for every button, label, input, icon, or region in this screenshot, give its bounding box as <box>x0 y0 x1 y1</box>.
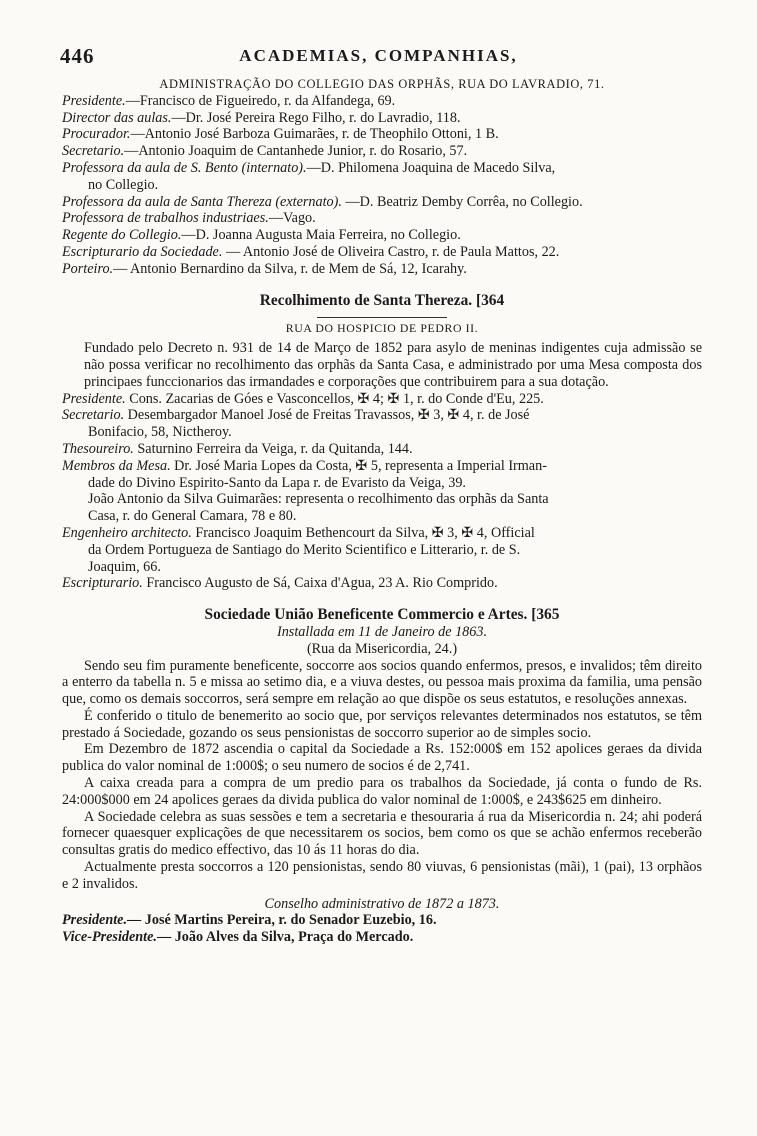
entry-text: —Vago. <box>268 210 316 227</box>
sociedade-address: (Rua da Misericordia, 24.) <box>306 640 458 657</box>
entry-text: Francisco Joaquim Bethencourt da Silva, ✠ 3, ✠ 4, Official <box>191 524 535 541</box>
sociedade-paragraph: Sendo seu fim puramente beneficente, soccorre aos socios quando enfermos, presos, e invalidos; têm direito a enterro da tabella n. 5 e missa ao setimo dia, e a viuva destes, ou pessoa mais proxima da familia, uma pensão que, como os demais soccorros, será sempre em relação ao que dispõe os seus estatutos, e resoluções annexas. <box>62 657 702 708</box>
entry-role: Professora da aula de Santa Thereza (externato). <box>62 193 342 210</box>
sociedade-paragraph: É conferido o titulo de benemerito ao socio que, por serviços relevantes determinados nos estatutos, se têm prestado á Sociedade, gozando os seus pensionistas de soccorro superior ao de simples socio. <box>62 707 702 741</box>
entry-text: —Antonio Joaquim de Cantanhede Junior, r. do Rosario, 57. <box>124 143 468 160</box>
entry-line <box>62 458 702 475</box>
sociedade-installed: Installada em 11 de Janeiro de 1863. <box>276 623 487 640</box>
entry-role: Escripturario da Sociedade. <box>62 243 223 260</box>
page-content <box>62 76 702 946</box>
college-entries <box>62 93 702 278</box>
entry-line <box>62 391 702 408</box>
entry-text: Dr. José Maria Lopes da Costa, ✠ 5, representa a Imperial Irman- <box>170 457 547 474</box>
college-title: ADMINISTRAÇÃO DO COLLEGIO DAS ORPHÃS, RUA DO LAVRADIO, 71. <box>159 77 605 91</box>
entry-role: Professora de trabalhos industriaes. <box>62 210 269 227</box>
entry-line <box>62 542 702 559</box>
entry-role: Secretario. <box>62 407 125 424</box>
running-title: ACADEMIAS, COMPANHIAS, <box>239 46 518 65</box>
sociedade-paragraph: A caixa creada para a compra de um predio para os trabalhos da Sociedade, já conta o fundo de Rs. 24:000$000 em 24 apolices geraes da divida publica do valor nominal de 1:000$, e 243$625 em dinheiro. <box>62 775 702 808</box>
sociedade-paragraph: Actualmente presta soccorros a 120 pensionistas, sendo 80 viuvas, 6 pensionistas (mãi), 1 (pai), 13 orphãos e 2 invalidos. <box>62 859 702 892</box>
entry-line <box>62 475 702 492</box>
entry-text: João Antonio da Silva Guimarães: representa o recolhimento das orphãs da Santa <box>88 491 549 508</box>
entry-line <box>62 575 702 592</box>
entry-line <box>62 912 702 929</box>
entry-text: no Collegio. <box>88 176 159 193</box>
entry-text: — João Alves da Silva, Praça do Mercado. <box>156 929 414 946</box>
entry-role: Director das aulas. <box>62 109 172 126</box>
entry-role: Regente do Collegio. <box>62 227 182 244</box>
entry-line <box>62 525 702 542</box>
council-entries <box>62 912 702 946</box>
entry-text: — José Martins Pereira, r. do Senador Euzebio, 16. <box>127 912 437 929</box>
entry-text: da Ordem Portugueza de Santiago do Merito Scientifico e Litterario, r. de S. <box>88 541 521 558</box>
entry-line <box>62 508 702 525</box>
entry-line <box>62 441 702 458</box>
entry-line <box>62 559 702 576</box>
entry-line <box>62 160 702 177</box>
entry-line <box>62 407 702 424</box>
entry-line <box>62 177 702 194</box>
entry-line <box>62 491 702 508</box>
entry-text: —Antonio José Barboza Guimarães, r. de Theophilo Ottoni, 1 B. <box>130 126 499 143</box>
recolhimento-entries <box>62 391 702 593</box>
page-header <box>60 44 697 70</box>
entry-role: Presidente. <box>62 390 126 407</box>
entry-text: Bonifacio, 58, Nictheroy. <box>88 424 232 441</box>
entry-line <box>62 929 702 946</box>
entry-line <box>62 143 702 160</box>
sociedade-title: Sociedade União Beneficente Commercio e Artes. [365 <box>204 606 560 624</box>
entry-text: Francisco Augusto de Sá, Caixa d'Agua, 23 A. Rio Comprido. <box>142 575 498 592</box>
sociedade-paragraphs <box>62 658 702 893</box>
recolhimento-subtitle: RUA DO HOSPICIO DE PEDRO II. <box>285 321 479 336</box>
entry-role: Escripturario. <box>62 575 143 592</box>
entry-role: Thesoureiro. <box>62 440 134 457</box>
entry-line <box>62 194 702 211</box>
entry-role: Procurador. <box>62 126 131 143</box>
entry-line <box>62 261 702 278</box>
entry-text: —D. Philomena Joaquina de Macedo Silva, <box>306 159 556 176</box>
entry-line <box>62 126 702 143</box>
entry-role: Porteiro. <box>62 260 114 277</box>
entry-text: Desembargador Manoel José de Freitas Travassos, ✠ 3, ✠ 4, r. de José <box>124 407 530 424</box>
entry-line <box>62 244 702 261</box>
recolhimento-paragraph: Fundado pelo Decreto n. 931 de 14 de Março de 1852 para asylo de meninas indigentes cuja admissão se não possa verificar no recolhimento das orphãs da Santa Casa, e administrado por uma Mesa composta dos principaes funccionarios das irmandades e corporações que contribuirem para a sua dotação. <box>84 340 702 390</box>
recolhimento-title: Recolhimento de Santa Thereza. [364 <box>259 291 505 309</box>
page-number: 446 <box>60 44 95 68</box>
section-rule <box>317 317 447 318</box>
council-title: Conselho administrativo de 1872 a 1873. <box>264 895 500 912</box>
entry-text: Casa, r. do General Camara, 78 e 80. <box>88 508 297 525</box>
entry-line <box>62 210 702 227</box>
entry-text: dade do Divino Espirito-Santo da Lapa r. de Evaristo da Veiga, 39. <box>88 474 466 491</box>
entry-role: Secretario. <box>62 143 125 160</box>
entry-text: Cons. Zacarias de Góes e Vasconcellos, ✠ 4; ✠ 1, r. do Conde d'Eu, 225. <box>125 390 544 407</box>
sociedade-paragraph: A Sociedade celebra as suas sessões e tem a secretaria e thesouraria á rua da Misericordia n. 24; ahi poderá fornecer quaesquer explicações de que necessitarem os socios, bem como os que se achão enfermos receberão consultas gratis do medico effectivo, das 10 ás 11 horas do dia. <box>62 808 702 859</box>
entry-role: Membros da Mesa. <box>62 457 171 474</box>
entry-role: Engenheiro architecto. <box>62 524 192 541</box>
entry-text: Joaquim, 66. <box>88 558 161 575</box>
entry-text: —D. Joanna Augusta Maia Ferreira, no Collegio. <box>181 227 461 244</box>
sociedade-paragraph: Em Dezembro de 1872 ascendia o capital da Sociedade a Rs. 152:000$ em 152 apolices geraes da divida publica do valor nominal de 1:000$; o seu numero de socios é de 2,741. <box>62 741 702 775</box>
entry-line <box>62 93 702 110</box>
entry-line <box>62 110 702 127</box>
entry-text: — Antonio Bernardino da Silva, r. de Mem de Sá, 12, Icarahy. <box>113 260 467 277</box>
entry-text: —Dr. José Pereira Rego Filho, r. do Lavradio, 118. <box>171 109 461 126</box>
entry-role: Professora da aula de S. Bento (internato). <box>62 159 307 176</box>
entry-role: Vice-Presidente. <box>62 929 157 946</box>
entry-text: Saturnino Ferreira da Veiga, r. da Quitanda, 144. <box>133 440 413 457</box>
entry-text: —D. Beatriz Demby Corrêa, no Collegio. <box>341 193 583 210</box>
entry-text: —Francisco de Figueiredo, r. da Alfandega, 69. <box>125 92 396 109</box>
entry-line <box>62 227 702 244</box>
entry-role: Presidente. <box>62 912 128 929</box>
entry-text: — Antonio José de Oliveira Castro, r. de Paula Mattos, 22. <box>222 243 560 260</box>
entry-role: Presidente. <box>62 92 126 109</box>
entry-line <box>62 424 702 441</box>
